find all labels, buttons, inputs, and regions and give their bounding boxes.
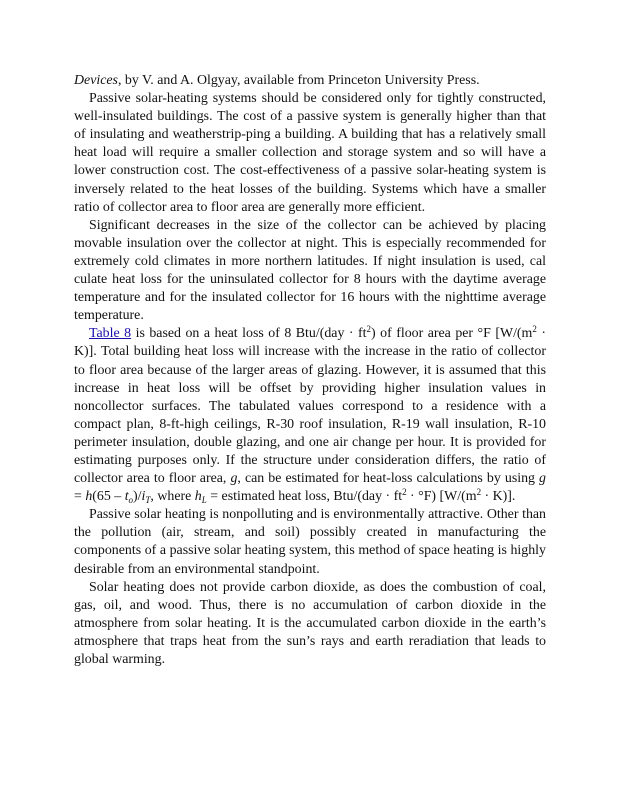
paragraph-continuation [74, 72, 546, 90]
table-8-link[interactable]: Table 8 [89, 326, 132, 342]
book-title: Devices [74, 73, 118, 88]
paragraph-movable-insulation: Significant decreases in the size of the collector can be achieved by placing movable insulation over the collector at night. This is especially recommended for extremely cold climates in more northern latitudes. If night insulation is used, cal culate heat loss for the uninsulated collector for 8 hours with the daytime average temperature and for the insulated collector for 16 hours with the nighttime average temperature. [74, 217, 546, 324]
paragraph-carbon-dioxide: Solar heating does not provide carbon dioxide, as does the combustion of coal, gas, oil, and wood. Thus, there is no accumulation of carbon dioxide in the atmosphere from solar heating. It is the accumulated carbon dioxide in the earth’s atmosphere that traps heat from the sun’s rays and earth reradiation that leads to global warming. [74, 579, 546, 667]
citation-text: , by V. and A. Olgyay, available from Princeton University Press. [117, 73, 480, 88]
document-page [74, 72, 546, 669]
paragraph-table-reference: Table 8 is based on a heat loss of 8 $Btu/(day \cdot ft^2)$ of floor area per °F $[W/(m^2 \cdot K)]$. Total building heat loss will increase with the increase in the ratio of collector to floor area because of the larger areas of glazing. However, it is assumed that this increase in heat loss will be offset by providing higher insulation values in noncollector surfaces. The tabulated values correspond to a residence with a compact plan, 8-ft-high ceilings, R-30 roof insulation, R-19 wall insulation, R-10 perimeter insulation, double glazing, and one air change per hour. It is provided for estimating purposes only. If the structure under consideration differs, the ratio of collector area to floor area, g, can be estimated for heat-loss calculations by using $g = h(65 - t_o)/i_T$, where $h_L$ = estimated heat loss, $Btu/(day \cdot ft^2 \cdot ^\circ F)$ $[W/(m^2 \cdot K)]$. [74, 324, 546, 506]
paragraph-passive-systems: Passive solar-heating systems should be considered only for tightly constructed, well-insulated buildings. The cost of a passive system is generally higher than that of insulating and weatherstrip-ping a building. A building that has a relatively small heat load will require a smaller collection and storage system and so will have a lower construction cost. The cost-effectiveness of a passive solar-heating system is inversely related to the heat losses of the building. Systems which have a smaller ratio of collector area to floor area are generally more efficient. [74, 91, 546, 215]
paragraph-nonpolluting: Passive solar heating is nonpolluting and is environmentally attractive. Other than the pollution (air, stream, and soil) possibly created in manufacturing the components of a passive solar heating system, this method of space heating is highly desirable from an environmental standpoint. [74, 507, 546, 577]
